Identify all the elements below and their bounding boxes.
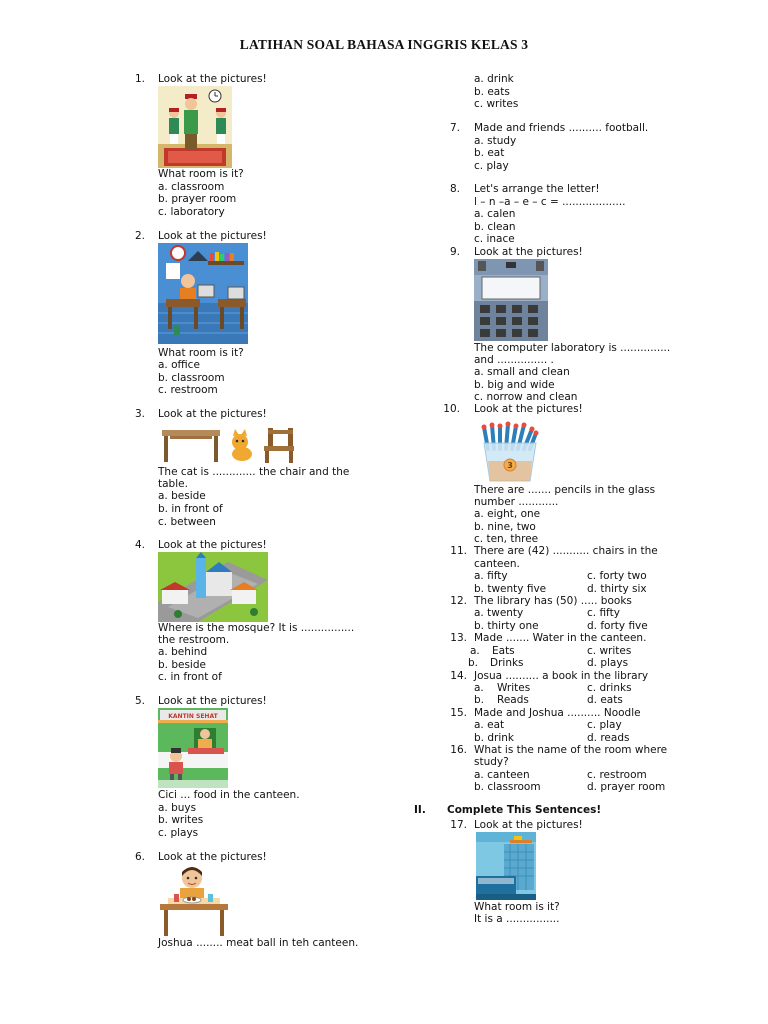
q1-option-a: a. classroom	[158, 181, 225, 193]
q8-option-b: b. clean	[474, 221, 516, 233]
q16-line-1: What is the name of the room where	[474, 744, 668, 756]
q14-option-c: c. drinks	[587, 682, 632, 694]
q15-option-d: d. reads	[587, 732, 630, 744]
q14-option-b-letter: b.	[474, 694, 485, 706]
q16-line-2: study?	[474, 756, 509, 768]
pencil-glass-picture	[478, 421, 542, 483]
q12-option-a: a. twenty	[474, 607, 524, 619]
q1-option-b: b. prayer room	[158, 193, 237, 205]
q9-option-c: c. norrow and clean	[474, 391, 578, 403]
q6-number: 6.	[134, 851, 145, 863]
q17-line-1: What room is it?	[474, 901, 560, 913]
q13-option-a-letter: a.	[470, 645, 480, 657]
boy-eating-picture	[160, 864, 228, 938]
q9-option-b: b. big and wide	[474, 379, 555, 391]
q7-option-a: a. study	[474, 135, 517, 147]
q14-number: 14.	[450, 670, 467, 682]
q11-option-a: a. fifty	[474, 570, 508, 582]
q10-option-a: a. eight, one	[474, 508, 541, 520]
q12-option-b: b. thirty one	[474, 620, 539, 632]
mosque-restroom-picture	[158, 552, 268, 622]
q6-prompt: Look at the pictures!	[158, 851, 267, 863]
q4-number: 4.	[134, 539, 145, 551]
q2-option-c: c. restroom	[158, 384, 218, 396]
q12-question: The library has (50) ..... books	[474, 595, 632, 607]
section-2-number: II.	[414, 804, 426, 816]
q9-line-1: The computer laboratory is ...............	[474, 342, 671, 354]
q2-prompt: Look at the pictures!	[158, 230, 267, 242]
q15-question: Made and Joshua .......... Noodle	[474, 707, 641, 719]
q1-number: 1.	[134, 73, 145, 85]
q10-prompt: Look at the pictures!	[474, 403, 583, 415]
q16-option-d: d. prayer room	[587, 781, 666, 793]
q1-question: What room is it?	[158, 168, 244, 180]
q16-option-b: b. classroom	[474, 781, 541, 793]
page-title: LATIHAN SOAL BAHASA INGGRIS KELAS 3	[239, 37, 529, 52]
q10-line-2: number ............	[474, 496, 559, 508]
q1-option-c: c. laboratory	[158, 206, 225, 218]
q13-option-d: d. plays	[587, 657, 629, 669]
library-picture	[476, 832, 536, 900]
cat-chair-table-picture	[160, 426, 296, 464]
q13-question: Made ....... Water in the canteen.	[474, 632, 647, 644]
q17-number: 17.	[450, 819, 467, 831]
q3-line-2: table.	[158, 478, 188, 490]
q7-option-c: c. play	[474, 160, 509, 172]
q12-number: 12.	[450, 595, 467, 607]
canteen-sign-text: KANTIN SEHAT	[168, 713, 218, 720]
q14-option-b: Reads	[497, 694, 529, 706]
q8-number: 8.	[449, 183, 460, 195]
q11-line-1: There are (42) ........... chairs in the	[474, 545, 658, 557]
q4-option-c: c. in front of	[158, 671, 222, 683]
q13-option-b: Drinks	[490, 657, 524, 669]
q9-line-2: and ............... .	[474, 354, 554, 366]
q7-question: Made and friends .......... football.	[474, 122, 649, 134]
q3-line-1: The cat is ............. the chair and the	[158, 466, 350, 478]
q9-option-a: a. small and clean	[474, 366, 570, 378]
q4-option-a: a. behind	[158, 646, 208, 658]
q9-number: 9.	[449, 246, 460, 258]
q13-option-b-letter: b.	[468, 657, 479, 669]
prayer-room-picture	[158, 86, 232, 168]
q5-option-a: a. buys	[158, 802, 197, 814]
q5-number: 5.	[134, 695, 145, 707]
q16-option-c: c. restroom	[587, 769, 647, 781]
q5-question: Cici ... food in the canteen.	[158, 789, 300, 801]
q8-letters: l – n –a – e – c = ...................	[474, 196, 626, 208]
q3-option-a: a. beside	[158, 490, 206, 502]
q3-prompt: Look at the pictures!	[158, 408, 267, 420]
q14-option-a: Writes	[497, 682, 531, 694]
q13-option-c: c. writes	[587, 645, 632, 657]
q13-number: 13.	[450, 632, 467, 644]
q10-number: 10.	[443, 403, 460, 415]
q11-option-c: c. forty two	[587, 570, 647, 582]
q7-number: 7.	[449, 122, 460, 134]
q10-line-1: There are ....... pencils in the glass	[474, 484, 656, 496]
q16-number: 16.	[450, 744, 467, 756]
q4-line-2: the restroom.	[158, 634, 230, 646]
q11-line-2: canteen.	[474, 558, 520, 570]
q2-number: 2.	[134, 230, 145, 242]
q4-line-1: Where is the mosque? It is ................	[158, 622, 355, 634]
canteen-picture	[158, 708, 228, 788]
q2-option-a: a. office	[158, 359, 200, 371]
q9-prompt: Look at the pictures!	[474, 246, 583, 258]
q11-number: 11.	[450, 545, 467, 557]
q3-option-c: c. between	[158, 516, 216, 528]
q13-option-a: Eats	[492, 645, 515, 657]
q6-option-a: a. drink	[474, 73, 514, 85]
q17-line-2: It is a ................	[474, 913, 560, 925]
q11-option-b: b. twenty five	[474, 583, 547, 595]
q12-option-d: d. forty five	[587, 620, 648, 632]
q15-option-a: a. eat	[474, 719, 505, 731]
office-picture	[158, 243, 248, 344]
q1-prompt: Look at the pictures!	[158, 73, 267, 85]
q5-option-c: c. plays	[158, 827, 199, 839]
q5-option-b: b. writes	[158, 814, 204, 826]
section-2-heading: Complete This Sentences!	[447, 804, 602, 816]
q15-option-c: c. play	[587, 719, 622, 731]
q4-option-b: b. beside	[158, 659, 206, 671]
q2-option-b: b. classroom	[158, 372, 225, 384]
svg-text:3: 3	[507, 461, 513, 470]
q11-option-d: d. thirty six	[587, 583, 647, 595]
q14-option-d: d. eats	[587, 694, 623, 706]
q14-question: Josua .......... a book in the library	[474, 670, 649, 682]
q14-option-a-letter: a.	[474, 682, 484, 694]
q4-prompt: Look at the pictures!	[158, 539, 267, 551]
q6-option-c: c. writes	[474, 98, 519, 110]
q7-option-b: b. eat	[474, 147, 505, 159]
q3-option-b: b. in front of	[158, 503, 223, 515]
q3-number: 3.	[134, 408, 145, 420]
q15-option-b: b. drink	[474, 732, 514, 744]
q5-prompt: Look at the pictures!	[158, 695, 267, 707]
q15-number: 15.	[450, 707, 467, 719]
q17-prompt: Look at the pictures!	[474, 819, 583, 831]
q2-question: What room is it?	[158, 347, 244, 359]
q6-question: Joshua ........ meat ball in teh canteen.	[158, 937, 359, 949]
q6-option-b: b. eats	[474, 86, 510, 98]
q8-option-c: c. inace	[474, 233, 515, 245]
q10-option-b: b. nine, two	[474, 521, 536, 533]
q10-option-c: c. ten, three	[474, 533, 539, 545]
computer-lab-picture	[474, 259, 548, 341]
q12-option-c: c. fifty	[587, 607, 620, 619]
q16-option-a: a. canteen	[474, 769, 530, 781]
q8-option-a: a. calen	[474, 208, 516, 220]
q8-question: Let's arrange the letter!	[474, 183, 600, 195]
